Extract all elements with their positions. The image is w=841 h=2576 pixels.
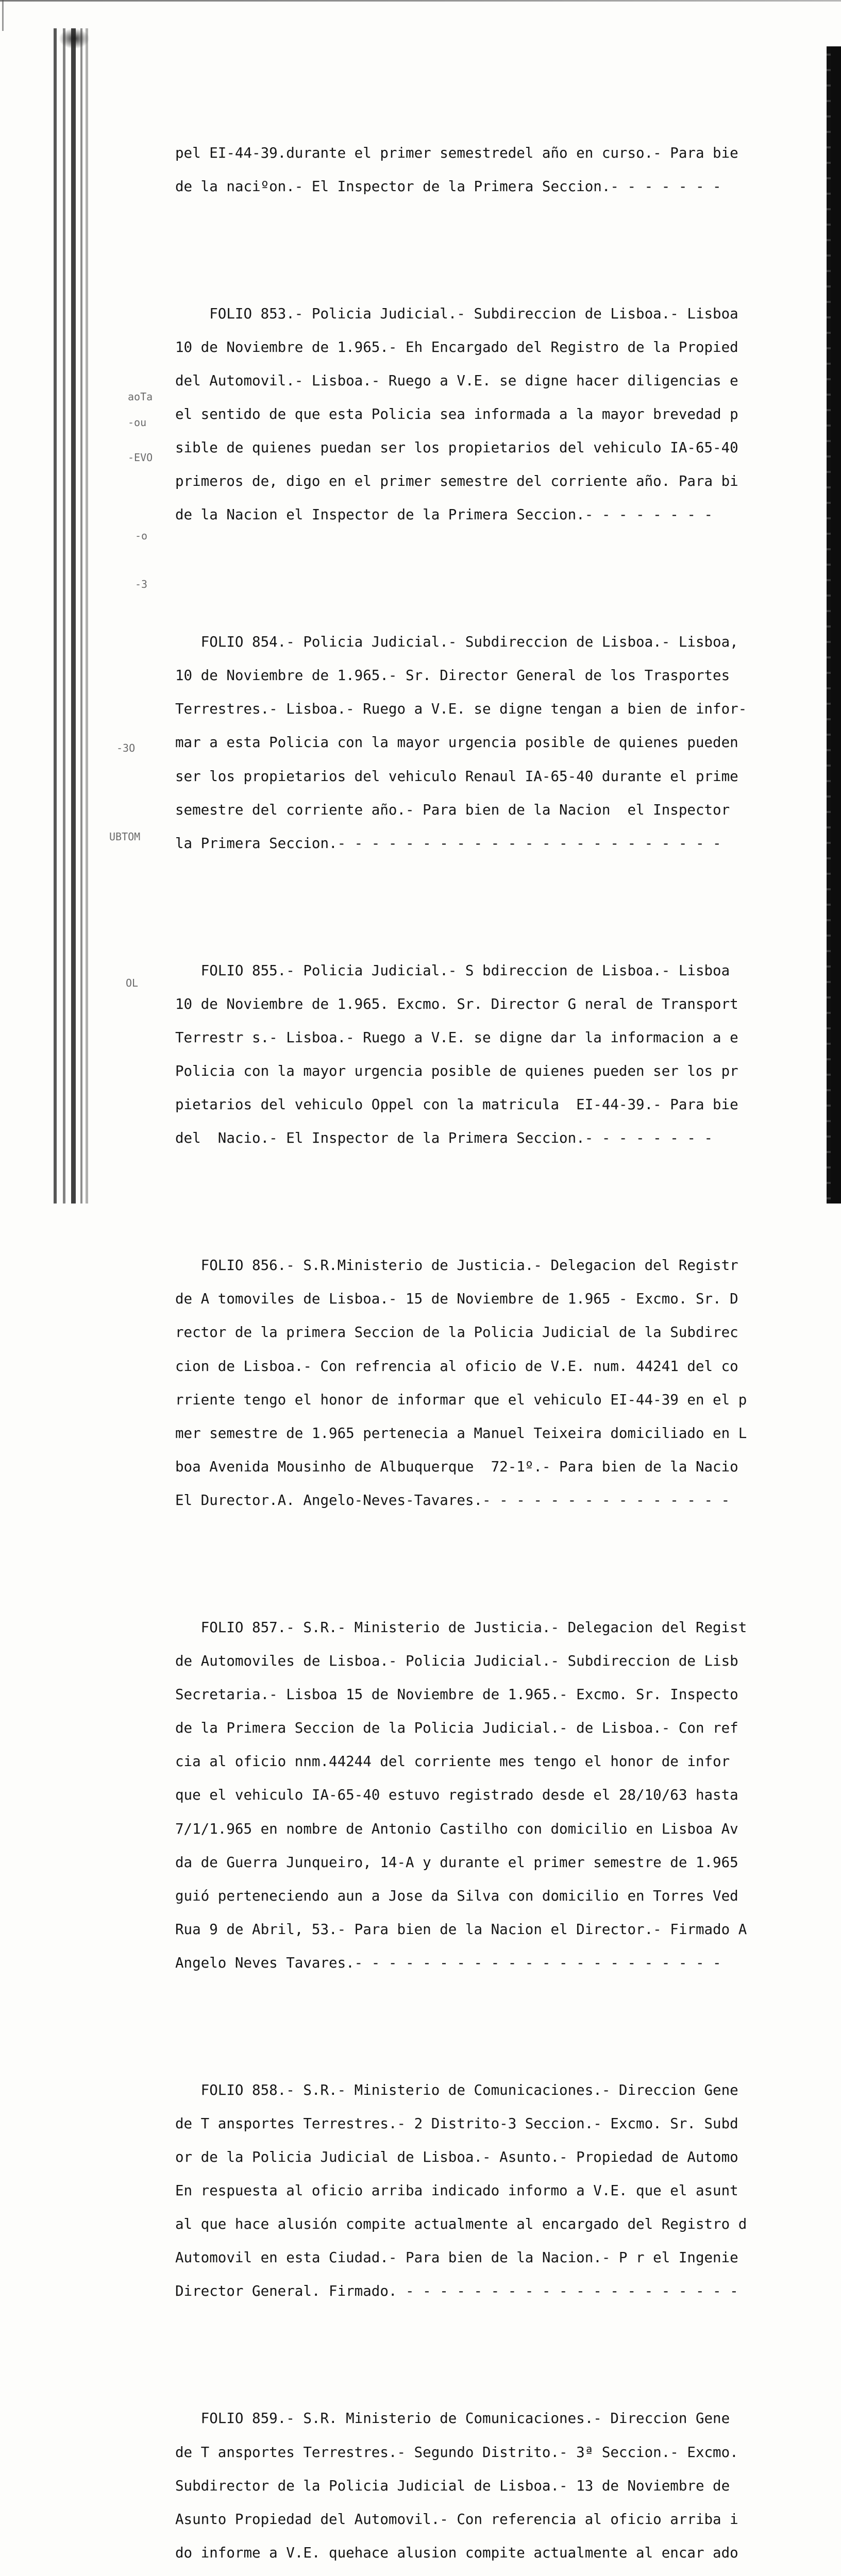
binding-strip [86,28,88,1204]
margin-mark: -3O [116,742,136,754]
text-line: guió perteneciendo aun a Jose da Silva con domicilio en Torres Ved [175,1887,738,1904]
text-line: El Durector.A. Angelo-Neves-Tavares.- - - - - - - - - - - - - - - [175,1492,730,1509]
folio-858-paragraph [175,2062,827,2319]
text-line: 10 de Noviembre de 1.965. Excmo. Sr. Director G neral de Transport [175,995,738,1012]
text-line: mar a esta Policia con la mayor urgencia posible de quienes pueden [175,734,738,751]
continuation-paragraph [175,125,827,215]
text-line: semestre del corriente año.- Para bien de la Nacion el Inspector [175,801,730,818]
margin-mark: OL [126,977,139,989]
text-line: FOLIO 858.- S.R.- Ministerio de Comunicaciones.- Direccion Gene [175,2081,738,2098]
text-line: Angelo Neves Tavares.- - - - - - - - - - - - - - - - - - - - - - [175,1954,721,1971]
document-text [175,92,827,2561]
text-line: de T ansportes Terrestres.- 2 Distrito-3 Seccion.- Excmo. Sr. Subd [175,2115,738,2132]
binding-strip [54,28,57,1204]
binding-strip [63,28,65,1204]
left-corner-line [2,0,4,31]
folio-859-paragraph [175,2391,827,2576]
text-line: En respuesta al oficio arriba indicado informo a V.E. que el asunt [175,2182,738,2199]
binding-strip [80,28,82,1204]
folio-856-paragraph [175,1238,827,1529]
text-line: cion de Lisboa.- Con refrencia al oficio de V.E. num. 44241 del co [175,1358,738,1375]
text-line: del Nacio.- El Inspector de la Primera Seccion.- - - - - - - - [175,1130,713,1147]
text-line: FOLIO 857.- S.R.- Ministerio de Justicia.- Delegacion del Regist [175,1619,747,1636]
text-line: Rua 9 de Abril, 53.- Para bien de la Nacion el Director.- Firmado A [175,1921,747,1938]
text-line: al que hace alusión compite actualmente al encargado del Registro d [175,2216,747,2233]
binding-edge [54,28,115,1204]
text-line: FOLIO 854.- Policia Judicial.- Subdireccion de Lisboa.- Lisboa, [175,634,738,651]
text-line: Asunto Propiedad del Automovil.- Con referencia al oficio arriba i [175,2511,738,2528]
folio-853-paragraph [175,286,827,543]
text-line: Policia con la mayor urgencia posible de quienes pueden ser los pr [175,1063,738,1080]
text-line: de la Nacion el Inspector de la Primera Seccion.- - - - - - - - [175,506,713,523]
text-line: boa Avenida Mousinho de Albuquerque 72-1º.- Para bien de la Nacio [175,1458,738,1475]
text-line: Automovil en esta Ciudad.- Para bien de la Nacion.- P r el Ingenie [175,2249,738,2266]
text-line: rector de la primera Seccion de la Policia Judicial de la Subdirec [175,1324,738,1341]
text-line: or de la Policia Judicial de Lisboa.- Asunto.- Propiedad de Automo [175,2149,738,2166]
text-line: mer semestre de 1.965 pertenecia a Manuel Teixeira domiciliado en L [175,1425,747,1442]
text-line: del Automovil.- Lisboa.- Ruego a V.E. se digne hacer diligencias e [175,372,738,389]
text-line: de T ansportes Terrestres.- Segundo Distrito.- 3ª Seccion.- Excmo. [175,2444,738,2461]
text-line: da de Guerra Junqueiro, 14-A y durante el primer semestre de 1.965 [175,1854,738,1871]
text-line: Terrestr s.- Lisboa.- Ruego a V.E. se digne dar la informacion a e [175,1029,738,1046]
top-border-line [0,0,841,2]
folio-854-paragraph [175,615,827,872]
text-line: primeros de, digo en el primer semestre del corriente año. Para bi [175,473,738,490]
text-line: FOLIO 856.- S.R.Ministerio de Justicia.- Delegacion del Registr [175,1257,738,1274]
text-line: de la naciºon.- El Inspector de la Primera Seccion.- - - - - - - [175,178,721,195]
text-line: de Automoviles de Lisboa.- Policia Judicial.- Subdireccion de Lisb [175,1653,738,1670]
text-line: Terrestres.- Lisboa.- Ruego a V.E. se digne tengan a bien de infor- [175,701,747,718]
text-line: pietarios del vehiculo Oppel con la matricula EI-44-39.- Para bie [175,1096,738,1113]
folio-857-paragraph [175,1600,827,1991]
text-line: 7/1/1.965 en nombre de Antonio Castilho con domicilio en Lisboa Av [175,1820,738,1837]
text-line: cia al oficio nnm.44244 del corriente mes tengo el honor de infor [175,1753,730,1770]
text-line: 10 de Noviembre de 1.965.- Sr. Director General de los Trasportes [175,667,730,684]
text-line: do informe a V.E. quehace alusion compite actualmente al encar ado [175,2544,738,2561]
margin-mark: -EVO [128,451,153,464]
text-line: de A tomoviles de Lisboa.- 15 de Noviembre de 1.965 - Excmo. Sr. D [175,1291,738,1308]
margin-mark: -ou [128,416,147,429]
folio-855-paragraph [175,943,827,1166]
text-line: FOLIO 853.- Policia Judicial.- Subdireccion de Lisboa.- Lisboa [175,305,738,322]
margin-mark: UBTOM [109,831,141,843]
text-line: rriente tengo el honor de informar que el vehiculo EI-44-39 en el p [175,1391,747,1408]
margin-mark: aoTa [128,391,153,403]
text-line: de la Primera Seccion de la Policia Judicial.- de Lisboa.- Con ref [175,1720,738,1737]
text-line: FOLIO 855.- Policia Judicial.- S bdireccion de Lisboa.- Lisboa [175,962,730,979]
margin-mark: -3 [135,578,148,590]
text-line: ser los propietarios del vehiculo Renaul IA-65-40 durante el prime [175,768,738,785]
text-line: FOLIO 859.- S.R. Ministerio de Comunicaciones.- Direccion Gene [175,2410,730,2427]
text-line: Subdirector de la Policia Judicial de Lisboa.- 13 de Noviembre de [175,2477,730,2494]
text-line: la Primera Seccion.- - - - - - - - - - - - - - - - - - - - - - - [175,835,721,852]
text-line: Secretaria.- Lisboa 15 de Noviembre de 1.965.- Excmo. Sr. Inspecto [175,1686,738,1703]
text-line: Director General. Firmado. - - - - - - - - - - - - - - - - - - - - [175,2283,738,2300]
text-line: 10 de Noviembre de 1.965.- Eh Encargado del Registro de la Propied [175,338,738,355]
margin-mark: -o [135,530,148,542]
text-line: pel EI-44-39.durante el primer semestredel año en curso.- Para bie [175,144,738,161]
right-page-edge-texture [827,46,831,1204]
binding-strip [71,28,76,1204]
text-line: que el vehiculo IA-65-40 estuvo registrado desde el 28/10/63 hasta [175,1787,738,1804]
text-line: el sentido de que esta Policia sea informada a la mayor brevedad p [175,405,738,422]
text-line: sible de quienes puedan ser los propietarios del vehiculo IA-65-40 [175,439,738,456]
